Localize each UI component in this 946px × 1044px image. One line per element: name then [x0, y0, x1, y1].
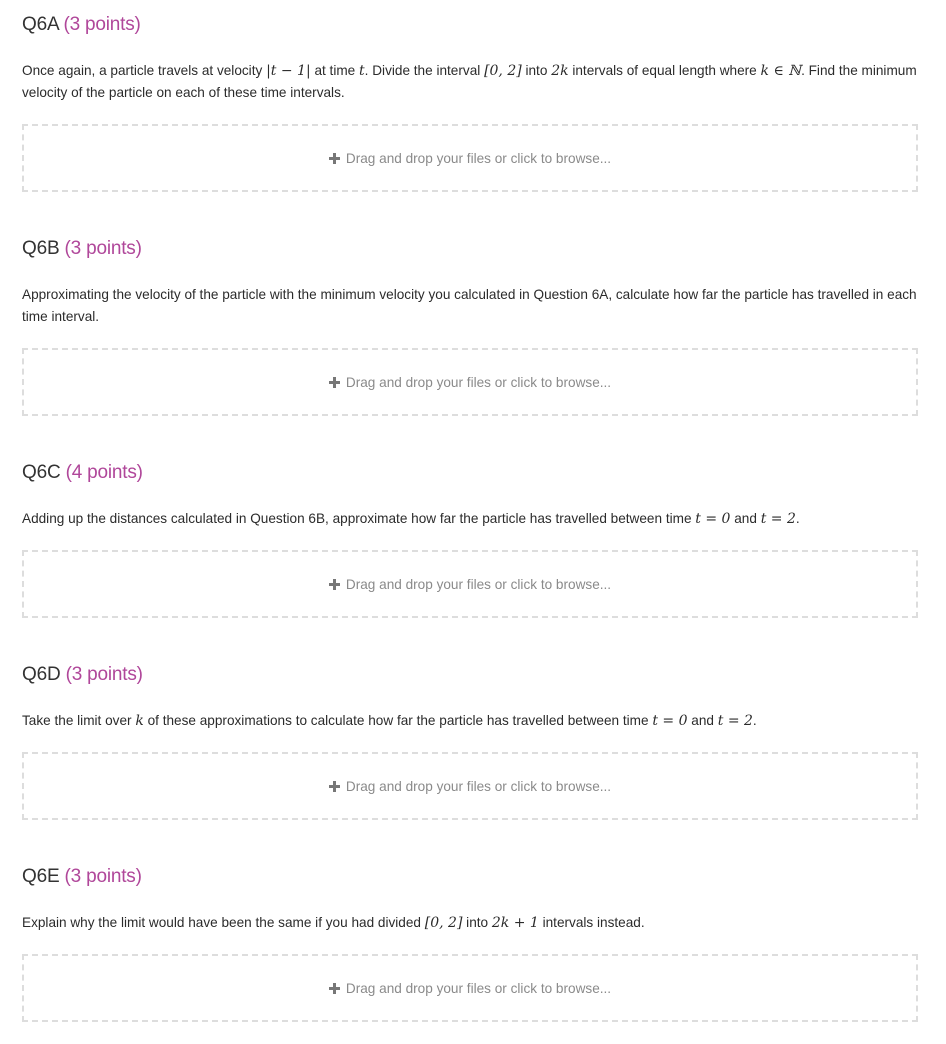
plus-icon — [329, 983, 340, 994]
file-dropzone[interactable] — [22, 348, 918, 416]
question-points: (3 points) — [64, 866, 142, 887]
text-segment: intervals instead. — [538, 915, 645, 930]
math-expression: [0, 2] — [484, 63, 522, 79]
dropzone-label: Drag and drop your files or click to browse... — [345, 576, 612, 592]
dropzone-label: Drag and drop your files or click to browse... — [345, 778, 612, 794]
question-points: (4 points) — [65, 462, 143, 483]
math-expression: t = 0 — [695, 511, 731, 527]
plus-icon — [329, 377, 340, 388]
math-expression: 2k — [551, 63, 569, 79]
question-title — [22, 663, 918, 687]
dropzone-content — [329, 779, 611, 794]
question-title — [22, 461, 918, 485]
question-number: Q6E — [22, 866, 60, 887]
plus-icon — [329, 153, 340, 164]
question-text — [22, 710, 918, 732]
question-6a — [22, 13, 918, 166]
text-segment: . — [752, 713, 757, 728]
text-segment: Once again, a particle travels at velocity — [22, 63, 267, 78]
question-6b — [22, 237, 918, 390]
dropzone-label: Drag and drop your files or click to browse... — [345, 374, 612, 390]
math-expression: [0, 2] — [424, 915, 463, 931]
dropzone-content — [329, 151, 611, 166]
dropzone-content — [329, 375, 611, 390]
file-dropzone[interactable] — [22, 954, 918, 1022]
question-number: Q6D — [22, 664, 61, 685]
dropzone-content — [329, 577, 611, 592]
file-dropzone[interactable] — [22, 124, 918, 192]
text-segment: of these approximations to calculate how far the particle has travelled between time — [143, 713, 653, 728]
text-segment: and — [687, 713, 718, 728]
question-text — [22, 60, 918, 104]
text-segment: intervals of equal length where — [568, 63, 761, 78]
dropzone-label: Drag and drop your files or click to browse... — [345, 150, 612, 166]
question-text: Approximating the velocity of the particle with the minimum velocity you calculated in Question 6A, calculate how far the particle has travelled in each time interval. — [22, 287, 917, 324]
math-expression: k ∈ ℕ — [760, 63, 802, 79]
question-title — [22, 13, 918, 37]
question-6e — [22, 865, 918, 996]
math-expression: t = 2 — [760, 511, 796, 527]
text-segment: Explain why the limit would have been the same if you had divided — [22, 915, 425, 930]
question-6c — [22, 461, 918, 592]
text-segment: into — [521, 63, 552, 78]
text-segment: Take the limit over — [22, 713, 136, 728]
question-title — [22, 237, 918, 261]
math-expression: t = 2 — [717, 713, 753, 729]
file-dropzone[interactable] — [22, 550, 918, 618]
question-text — [22, 912, 918, 934]
text-segment: Adding up the distances calculated in Question 6B, approximate how far the particle has travelled between time — [22, 511, 696, 526]
math-expression: k — [135, 713, 144, 729]
text-segment: . Find the minimum velocity of the particle on each of these time intervals. — [22, 63, 917, 100]
question-points: (3 points) — [64, 238, 142, 259]
plus-icon — [329, 781, 340, 792]
question-number: Q6B — [22, 238, 60, 259]
math-expression: 2k + 1 — [491, 915, 539, 931]
text-segment: . — [795, 511, 800, 526]
text-segment: and — [730, 511, 761, 526]
question-number: Q6A — [22, 14, 59, 35]
plus-icon — [329, 579, 340, 590]
question-points: (3 points) — [63, 14, 141, 35]
question-number: Q6C — [22, 462, 61, 483]
text-segment: . Divide the interval — [364, 63, 485, 78]
dropzone-label: Drag and drop your files or click to browse... — [345, 980, 612, 996]
text-segment: at time — [310, 63, 360, 78]
math-expression: t = 0 — [652, 713, 688, 729]
question-title — [22, 865, 918, 889]
question-points: (3 points) — [65, 664, 143, 685]
question-6d — [22, 663, 918, 794]
text-segment: into — [462, 915, 492, 930]
dropzone-content — [329, 981, 611, 996]
math-expression: t — [359, 63, 365, 79]
file-dropzone[interactable] — [22, 752, 918, 820]
math-expression: |t − 1| — [266, 63, 311, 79]
question-text — [22, 508, 918, 530]
